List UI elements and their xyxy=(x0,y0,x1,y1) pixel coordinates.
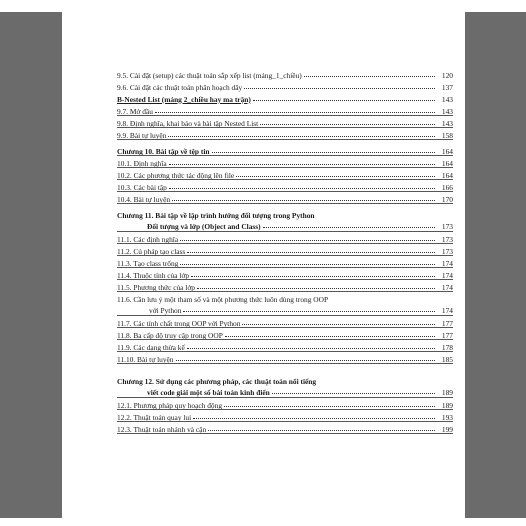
dot-leader xyxy=(242,324,435,325)
toc-entry-text: 12.2. Thuật toán quay lui xyxy=(117,412,192,422)
toc-entry-text: 12.3. Thuật toán nhánh và cận xyxy=(117,424,207,434)
dot-leader xyxy=(172,200,435,201)
toc-entry-text: 11.6. Cần lưu ý một tham số và một phương thức luôn dùng trong OOP xyxy=(117,294,329,304)
dot-leader xyxy=(187,252,435,253)
dot-leader xyxy=(155,112,435,113)
toc-entry-text: 9.6. Cài đặt các thuật toán phân hoạch dãy xyxy=(117,82,243,92)
toc-entry-text: 9.5. Cài đặt (setup) các thuật toán sắp xếp list (mảng_1_chiều) xyxy=(117,70,302,80)
separator-rule xyxy=(117,363,453,364)
toc-chapter-subtitle: viết code giải một số bài toán kinh điển xyxy=(147,387,270,397)
toc-chapter-10[interactable] xyxy=(117,144,453,156)
toc-page-number: 173 xyxy=(441,234,453,244)
toc-entry-text: 10.4. Bài tự luyện xyxy=(117,194,171,204)
dot-leader xyxy=(176,360,436,361)
dot-leader xyxy=(244,88,435,89)
dot-leader xyxy=(180,264,435,265)
toc-entry-text: 11.10. Bài tự luyện xyxy=(117,354,174,364)
toc-entry-11-2[interactable] xyxy=(117,244,453,256)
toc-entry-text: 11.8. Ba cấp độ truy cập trong OOP xyxy=(117,330,223,340)
separator-rule xyxy=(117,139,453,140)
document-page xyxy=(62,10,465,520)
toc-entry-12-1[interactable] xyxy=(117,398,453,410)
toc-entry-9-8[interactable] xyxy=(117,116,453,128)
toc-entry-text: 11.3. Tạo class trống xyxy=(117,258,179,268)
toc-chapter-title: Chương 10. Bài tập về tệp tin xyxy=(117,146,210,156)
toc-page-number: 174 xyxy=(441,258,453,268)
toc-page-number: 177 xyxy=(441,318,453,328)
toc-page-number: 143 xyxy=(441,94,453,104)
toc-entry-11-5[interactable] xyxy=(117,280,453,292)
toc-page-number: 173 xyxy=(441,221,453,231)
dot-leader xyxy=(272,393,435,394)
toc-chapter-title: Chương 11. Bài tập về lập trình hướng đối tượng trong Python xyxy=(117,210,315,220)
dot-leader xyxy=(169,164,435,165)
toc-page-number: 173 xyxy=(441,246,453,256)
toc-entry-text: 11.4. Thuộc tính của lớp xyxy=(117,270,190,280)
toc-entry-9-9[interactable] xyxy=(117,128,453,140)
toc-page-number: 174 xyxy=(441,305,453,315)
dot-leader xyxy=(260,124,435,125)
dot-leader xyxy=(180,240,435,241)
toc-chapter-title: Chương 12. Sử dụng các phương pháp, các thuật toán nổi tiếng xyxy=(117,376,317,386)
toc-page-number: 185 xyxy=(441,354,453,364)
dot-leader xyxy=(253,100,435,101)
toc-entry-11-6[interactable] xyxy=(117,292,453,316)
toc-page-number: 143 xyxy=(441,106,453,116)
toc-entry-text-cont: với Python xyxy=(149,305,182,315)
dot-leader xyxy=(168,136,435,137)
toc-entry-10-4[interactable] xyxy=(117,192,453,204)
toc-entry-11-3[interactable] xyxy=(117,256,453,268)
toc-entry-11-7[interactable] xyxy=(117,316,453,328)
toc-page-number: 174 xyxy=(441,270,453,280)
toc-entry-11-8[interactable] xyxy=(117,328,453,340)
toc-entry-12-3[interactable] xyxy=(117,422,453,434)
toc-page-number: 174 xyxy=(441,282,453,292)
toc-page-number: 120 xyxy=(441,70,453,80)
toc-page-number: 178 xyxy=(441,342,453,352)
dot-leader xyxy=(187,348,435,349)
toc-entry-10-1[interactable] xyxy=(117,156,453,168)
toc-chapter-subtitle: Đối tượng và lớp (Object and Class) xyxy=(147,221,261,231)
separator-rule xyxy=(117,203,453,204)
toc-entry-9-7[interactable] xyxy=(117,104,453,116)
toc-entry-12-2[interactable] xyxy=(117,410,453,422)
toc-subsection-nested-list[interactable] xyxy=(117,92,453,104)
toc-entry-text: 11.5. Phương thức của lớp xyxy=(117,282,195,292)
toc-page-number: 170 xyxy=(441,194,453,204)
dot-leader xyxy=(208,430,435,431)
dot-leader xyxy=(183,311,435,312)
table-of-contents xyxy=(117,68,453,434)
toc-entry-text: 11.2. Cú pháp tạo class xyxy=(117,246,186,256)
toc-page-number: 143 xyxy=(441,118,453,128)
toc-entry-text: 11.1. Các định nghĩa xyxy=(117,234,179,244)
toc-entry-text: 9.8. Định nghĩa, khai báo và bài tập Nested List xyxy=(117,118,259,128)
toc-entry-11-4[interactable] xyxy=(117,268,453,280)
toc-chapter-12[interactable] xyxy=(117,374,453,398)
toc-chapter-11[interactable] xyxy=(117,208,453,232)
toc-page-number: 177 xyxy=(441,330,453,340)
toc-entry-text: 9.7. Mở đầu xyxy=(117,106,153,116)
toc-entry-text: 12.1. Phương pháp quy hoạch động xyxy=(117,400,223,410)
dot-leader xyxy=(169,188,435,189)
toc-page-number: 137 xyxy=(441,82,453,92)
toc-entry-11-9[interactable] xyxy=(117,340,453,352)
toc-entry-text: 10.3. Các bài tập xyxy=(117,182,167,192)
separator-rule xyxy=(117,433,453,434)
toc-entry-text: 9.9. Bài tự luyện xyxy=(117,130,167,140)
toc-page-number: 164 xyxy=(441,146,453,156)
dot-leader xyxy=(224,406,435,407)
dot-leader xyxy=(304,76,435,77)
toc-page-number: 193 xyxy=(441,412,453,422)
toc-entry-text: 10.2. Các phương thức tác động lên file xyxy=(117,170,235,180)
toc-page-number: 158 xyxy=(441,130,453,140)
toc-page-number: 166 xyxy=(441,182,453,192)
toc-entry-9-6[interactable] xyxy=(117,80,453,92)
toc-entry-10-3[interactable] xyxy=(117,180,453,192)
toc-entry-11-10[interactable] xyxy=(117,352,453,364)
toc-page-number: 189 xyxy=(441,387,453,397)
dot-leader xyxy=(225,336,435,337)
dot-leader xyxy=(236,176,435,177)
toc-entry-10-2[interactable] xyxy=(117,168,453,180)
dot-leader xyxy=(212,152,435,153)
toc-page-number: 164 xyxy=(441,170,453,180)
toc-entry-11-1[interactable] xyxy=(117,232,453,244)
toc-entry-text: 11.7. Các tính chất trong OOP với Python xyxy=(117,318,241,328)
toc-page-number: 189 xyxy=(441,400,453,410)
toc-entry-9-5[interactable] xyxy=(117,68,453,80)
toc-entry-text: 10.1. Định nghĩa xyxy=(117,158,167,168)
toc-entry-text: 11.9. Các dạng thừa kế xyxy=(117,342,185,352)
toc-subsection-title: B-Nested List (mảng 2_chiều hay ma trận) xyxy=(117,94,251,104)
dot-leader xyxy=(263,227,435,228)
dot-leader xyxy=(197,288,435,289)
toc-page-number: 164 xyxy=(441,158,453,168)
dot-leader xyxy=(191,276,435,277)
dot-leader xyxy=(193,418,435,419)
toc-page-number: 199 xyxy=(441,424,453,434)
